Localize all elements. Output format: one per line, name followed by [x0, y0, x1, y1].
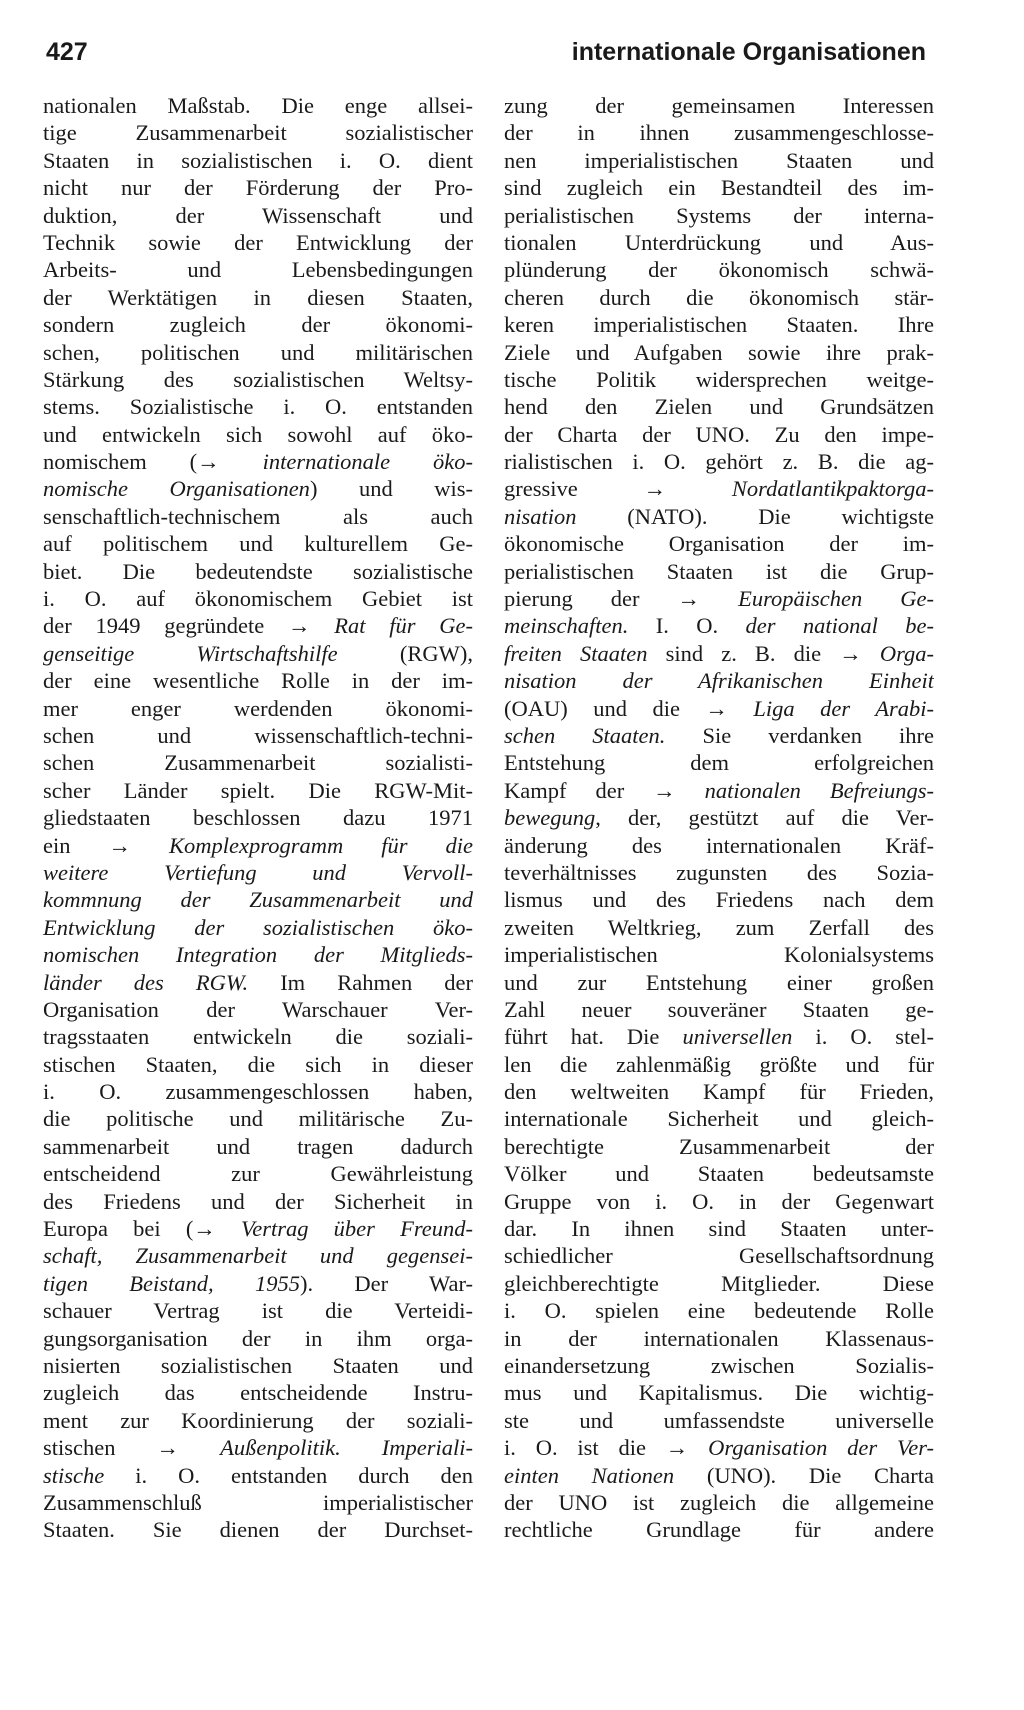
- text-segment: Arbeits- und Lebensbedingungen: [43, 257, 473, 283]
- text-segment: Europa bei (→: [43, 1216, 241, 1242]
- text-line: [504, 1516, 934, 1543]
- text-segment: stischen Staaten, die sich in dieser: [43, 1051, 473, 1077]
- text-segment: Stärkung des sozialistischen Weltsy-: [43, 366, 473, 392]
- italic-reference: Komplexprogramm für die: [169, 832, 473, 858]
- text-segment: internationale Sicherheit und gleich-: [504, 1106, 934, 1132]
- text-segment: perialistischen Staaten ist die Grup-: [504, 558, 934, 584]
- text-segment: biet. Die bedeutendste sozialistische: [43, 558, 473, 584]
- text-segment: führt hat. Die: [504, 1024, 683, 1050]
- text-line: [504, 749, 934, 776]
- text-line: [43, 393, 473, 420]
- text-line: [43, 804, 473, 831]
- text-segment: zugleich das entscheidende Instru-: [43, 1380, 473, 1406]
- text-segment: dar. In ihnen sind Staaten unter-: [504, 1216, 934, 1242]
- italic-reference: Orga-: [879, 640, 934, 666]
- text-segment: zung der gemeinsamen Interessen: [504, 93, 934, 118]
- text-segment: tige Zusammenarbeit sozialistischer: [43, 120, 473, 146]
- italic-reference: Rat für Ge-: [334, 613, 473, 639]
- text-segment: tragsstaaten entwickeln die soziali-: [43, 1024, 473, 1050]
- italic-reference: nomischen Integration der Mitglieds-: [43, 942, 473, 968]
- italic-reference: Liga der Arabi-: [753, 695, 934, 721]
- text-line: [43, 1023, 473, 1050]
- text-line: [504, 284, 934, 311]
- text-segment: ). Der War-: [299, 1270, 473, 1296]
- text-line: [43, 284, 473, 311]
- text-segment: Ziele und Aufgaben sowie ihre prak-: [504, 339, 934, 365]
- text-line: [504, 393, 934, 420]
- text-segment: , der, gestützt auf die Ver-: [595, 805, 934, 831]
- text-line: [504, 1434, 934, 1461]
- text-segment: nen imperialistischen Staaten und: [504, 147, 934, 173]
- text-segment: und zur Entstehung einer großen: [504, 969, 934, 995]
- italic-reference: nomische Organisationen: [43, 476, 310, 502]
- text-segment: Entstehung dem erfolgreichen: [504, 750, 934, 776]
- text-segment: Gruppe von i. O. in der Gegenwart: [504, 1188, 934, 1214]
- text-line: [43, 1242, 473, 1269]
- text-segment: Staaten in sozialistischen i. O. dient: [43, 147, 473, 173]
- text-segment: tische Politik widersprechen weitge-: [504, 366, 934, 392]
- text-line: [504, 695, 934, 722]
- text-segment: perialistischen Systems der interna-: [504, 202, 934, 228]
- italic-reference: Organisation der Ver-: [708, 1435, 934, 1461]
- text-line: [43, 1105, 473, 1132]
- text-segment: Zusammenschluß imperialistischer: [43, 1489, 473, 1515]
- text-line: [43, 1297, 473, 1324]
- text-segment: Technik sowie der Entwicklung der: [43, 229, 473, 255]
- text-line: [43, 1160, 473, 1187]
- text-segment: i. O. stel-: [792, 1024, 934, 1050]
- text-line: [504, 339, 934, 366]
- running-head: internationale Organisationen: [571, 38, 926, 66]
- text-line: [43, 777, 473, 804]
- text-segment: nisierten sozialistischen Staaten und: [43, 1352, 473, 1378]
- text-line: [504, 119, 934, 146]
- text-line: [504, 1242, 934, 1269]
- text-line: [504, 147, 934, 174]
- text-segment: i. O. ist die →: [504, 1435, 709, 1461]
- text-line: [43, 1379, 473, 1406]
- text-segment: Staaten. Sie dienen der Durchset-: [43, 1517, 473, 1543]
- text-segment: ) und wis-: [309, 476, 473, 502]
- text-line: [43, 1270, 473, 1297]
- italic-reference: Entwicklung der sozialistischen öko-: [43, 914, 473, 940]
- text-line: [504, 1379, 934, 1406]
- text-segment: stischen →: [43, 1435, 221, 1461]
- text-segment: schiedlicher Gesellschaftsordnung: [504, 1243, 934, 1269]
- text-line: [43, 475, 473, 502]
- text-line: [504, 832, 934, 859]
- text-line: [43, 1462, 473, 1489]
- text-line: [43, 530, 473, 557]
- text-segment: Zahl neuer souveräner Staaten ge-: [504, 996, 934, 1022]
- text-line: [43, 1352, 473, 1379]
- text-line: [43, 421, 473, 448]
- text-segment: des Friedens und der Sicherheit in: [43, 1188, 473, 1214]
- text-segment: duktion, der Wissenschaft und: [43, 202, 473, 228]
- italic-reference: stische: [43, 1462, 105, 1488]
- text-line: [504, 1462, 934, 1489]
- text-line: [43, 722, 473, 749]
- text-line: [43, 256, 473, 283]
- italic-reference: Nordatlantikpaktorga-: [731, 476, 934, 502]
- text-segment: Völker und Staaten bedeutsamste: [504, 1161, 934, 1187]
- text-line: [504, 1078, 934, 1105]
- italic-reference: Vertrag über Freund-: [241, 1216, 473, 1242]
- text-segment: gungsorganisation der in ihm orga-: [43, 1325, 473, 1351]
- text-segment: i. O. entstanden durch den: [104, 1462, 473, 1488]
- text-line: [504, 1023, 934, 1050]
- text-segment: der in ihnen zusammengeschlosse-: [504, 120, 934, 146]
- text-segment: und entwickeln sich sowohl auf öko-: [43, 421, 473, 447]
- text-line: [43, 92, 473, 119]
- text-line: [43, 1215, 473, 1242]
- text-segment: schen Zusammenarbeit sozialisti-: [43, 750, 473, 776]
- text-line: [43, 749, 473, 776]
- text-segment: stems. Sozialistische i. O. entstanden: [43, 394, 473, 420]
- text-line: [504, 421, 934, 448]
- text-line: [504, 1489, 934, 1516]
- text-line: [43, 1051, 473, 1078]
- text-segment: pierung der →: [504, 586, 739, 612]
- text-segment: in der internationalen Klassenaus-: [504, 1325, 934, 1351]
- text-segment: der Charta der UNO. Zu den impe-: [504, 421, 934, 447]
- text-line: [504, 256, 934, 283]
- text-segment: hend den Zielen und Grundsätzen: [504, 394, 934, 420]
- italic-reference: genseitige Wirtschaftshilfe: [43, 640, 338, 666]
- italic-reference: universellen: [682, 1024, 793, 1050]
- text-segment: cheren durch die ökonomisch stär-: [504, 284, 934, 310]
- text-line: [43, 503, 473, 530]
- text-segment: ökonomische Organisation der im-: [504, 531, 934, 557]
- text-line: [504, 1215, 934, 1242]
- italic-reference: schen Staaten.: [504, 722, 666, 748]
- italic-reference: kommnung der Zusammenarbeit und: [43, 887, 473, 913]
- text-line: [504, 941, 934, 968]
- text-segment: imperialistischen Kolonialsystems: [504, 942, 934, 968]
- italic-reference: → internationale öko-: [197, 449, 473, 475]
- text-segment: ein →: [43, 832, 170, 858]
- text-column-right: [504, 92, 934, 1544]
- text-line: [504, 585, 934, 612]
- text-segment: der UNO ist zugleich die allgemeine: [504, 1489, 934, 1515]
- text-segment: (UNO). Die Charta: [674, 1462, 934, 1488]
- italic-reference: der national be-: [745, 613, 934, 639]
- text-line: [504, 1188, 934, 1215]
- text-line: [504, 1325, 934, 1352]
- text-line: [504, 174, 934, 201]
- italic-reference: länder des RGW.: [43, 969, 249, 995]
- text-segment: änderung des internationalen Kräf-: [504, 832, 934, 858]
- italic-reference: weitere Vertiefung und Vervoll-: [43, 859, 473, 885]
- text-line: [504, 1105, 934, 1132]
- text-line: [43, 448, 473, 475]
- text-segment: schen und wissenschaftlich-techni-: [43, 722, 473, 748]
- text-line: [43, 941, 473, 968]
- text-line: [43, 1434, 473, 1461]
- text-line: [43, 1133, 473, 1160]
- text-line: [504, 640, 934, 667]
- text-segment: teverhältnisses zugunsten des Sozia-: [504, 859, 934, 885]
- text-segment: entscheidend zur Gewährleistung: [43, 1161, 473, 1187]
- text-segment: berechtigte Zusammenarbeit der: [504, 1133, 934, 1159]
- text-line: [504, 969, 934, 996]
- text-segment: rechtliche Grundlage für andere: [504, 1517, 934, 1543]
- text-line: [43, 695, 473, 722]
- text-line: [43, 1188, 473, 1215]
- text-segment: zweiten Weltkrieg, zum Zerfall des: [504, 914, 934, 940]
- text-line: [504, 667, 934, 694]
- text-line: [504, 777, 934, 804]
- text-line: [43, 1325, 473, 1352]
- text-line: [504, 1270, 934, 1297]
- text-segment: der Werktätigen in diesen Staaten,: [43, 284, 473, 310]
- text-segment: einandersetzung zwischen Sozialis-: [504, 1352, 934, 1378]
- text-line: [43, 311, 473, 338]
- text-line: [43, 1407, 473, 1434]
- text-line: [504, 1051, 934, 1078]
- text-line: [43, 229, 473, 256]
- text-line: [43, 585, 473, 612]
- italic-reference: bewegung: [504, 805, 596, 831]
- text-line: [43, 969, 473, 996]
- text-segment: sind z. B. die →: [647, 640, 880, 666]
- text-line: [504, 366, 934, 393]
- text-segment: i. O. zusammengeschlossen haben,: [43, 1079, 473, 1105]
- text-line: [43, 147, 473, 174]
- text-line: [504, 1297, 934, 1324]
- text-line: [43, 996, 473, 1023]
- text-line: [43, 914, 473, 941]
- text-segment: ment zur Koordinierung der soziali-: [43, 1407, 473, 1433]
- text-segment: keren imperialistischen Staaten. Ihre: [504, 312, 934, 338]
- text-segment: (OAU) und die →: [504, 695, 754, 721]
- text-segment: scher Länder spielt. Die RGW-Mit-: [43, 777, 473, 803]
- italic-reference: einten Nationen: [504, 1462, 675, 1488]
- text-line: [43, 1489, 473, 1516]
- italic-reference: Europäischen Ge-: [738, 586, 934, 612]
- text-segment: Kampf der →: [504, 777, 705, 803]
- text-line: [504, 886, 934, 913]
- text-line: [504, 530, 934, 557]
- text-line: [504, 229, 934, 256]
- text-segment: der 1949 gegründete →: [43, 613, 335, 639]
- text-line: [43, 667, 473, 694]
- text-segment: tionalen Unterdrückung und Aus-: [504, 229, 934, 255]
- text-segment: i. O. spielen eine bedeutende Rolle: [504, 1298, 934, 1324]
- text-line: [43, 558, 473, 585]
- text-segment: nationalen Maßstab. Die enge allsei-: [43, 93, 473, 118]
- italic-reference: Außenpolitik. Imperiali-: [220, 1435, 473, 1461]
- text-line: [504, 92, 934, 119]
- text-segment: sind zugleich ein Bestandteil des im-: [504, 175, 934, 201]
- text-segment: (NATO). Die wichtigste: [576, 503, 934, 529]
- text-line: [43, 202, 473, 229]
- text-segment: nicht nur der Förderung der Pro-: [43, 175, 473, 201]
- text-segment: i. O. auf ökonomischem Gebiet ist: [43, 586, 473, 612]
- text-segment: plünderung der ökonomisch schwä-: [504, 257, 934, 283]
- text-segment: lismus und des Friedens nach dem: [504, 887, 934, 913]
- text-segment: der eine wesentliche Rolle in der im-: [43, 668, 473, 694]
- text-column-left: [43, 92, 473, 1544]
- text-segment: schen, politischen und militärischen: [43, 339, 473, 365]
- text-line: [43, 1078, 473, 1105]
- text-line: [504, 722, 934, 749]
- text-line: [43, 1516, 473, 1543]
- text-line: [43, 640, 473, 667]
- text-line: [43, 859, 473, 886]
- text-line: [504, 503, 934, 530]
- text-segment: schauer Vertrag ist die Verteidi-: [43, 1298, 473, 1324]
- italic-reference: schaft, Zusammenarbeit und gegensei-: [43, 1243, 473, 1269]
- text-segment: rialistischen i. O. gehört z. B. die ag-: [504, 449, 934, 475]
- text-line: [504, 914, 934, 941]
- text-line: [504, 202, 934, 229]
- text-line: [504, 612, 934, 639]
- text-segment: sondern zugleich der ökonomi-: [43, 312, 473, 338]
- text-line: [504, 448, 934, 475]
- italic-reference: tigen Beistand, 1955: [43, 1270, 300, 1296]
- text-segment: gleichberechtigte Mitglieder. Diese: [504, 1270, 934, 1296]
- text-line: [504, 311, 934, 338]
- text-segment: gressive →: [504, 476, 732, 502]
- text-segment: (RGW),: [337, 640, 473, 666]
- text-line: [504, 1407, 934, 1434]
- italic-reference: nisation der Afrikanischen Einheit: [504, 668, 934, 694]
- text-line: [504, 804, 934, 831]
- text-segment: len die zahlenmäßig größte und für: [504, 1051, 934, 1077]
- text-segment: I. O.: [628, 613, 746, 639]
- text-segment: sammenarbeit und tragen dadurch: [43, 1133, 473, 1159]
- text-line: [504, 1133, 934, 1160]
- text-line: [43, 832, 473, 859]
- text-segment: die politische und militärische Zu-: [43, 1106, 473, 1132]
- text-line: [43, 174, 473, 201]
- page-header: [46, 38, 926, 78]
- text-segment: den weltweiten Kampf für Frieden,: [504, 1079, 934, 1105]
- text-line: [43, 339, 473, 366]
- text-segment: auf politischem und kulturellem Ge-: [43, 531, 473, 557]
- text-line: [43, 119, 473, 146]
- text-line: [504, 1352, 934, 1379]
- text-segment: senschaftlich-technischem als auch: [43, 503, 473, 529]
- italic-reference: meinschaften.: [504, 613, 629, 639]
- text-line: [43, 612, 473, 639]
- text-segment: gliedstaaten beschlossen dazu 1971: [43, 805, 473, 831]
- italic-reference: freiten Staaten: [504, 640, 648, 666]
- text-line: [504, 996, 934, 1023]
- text-segment: mer enger werdenden ökonomi-: [43, 695, 473, 721]
- italic-reference: nisation: [504, 503, 577, 529]
- text-segment: ste und umfassendste universelle: [504, 1407, 934, 1433]
- text-segment: nomischem (: [43, 449, 198, 475]
- italic-reference: nationalen Befreiungs-: [704, 777, 934, 803]
- text-line: [504, 475, 934, 502]
- text-line: [43, 366, 473, 393]
- text-segment: Sie verdanken ihre: [665, 722, 934, 748]
- text-line: [504, 558, 934, 585]
- text-segment: Im Rahmen der: [248, 969, 473, 995]
- text-segment: mus und Kapitalismus. Die wichtig-: [504, 1380, 934, 1406]
- text-segment: Organisation der Warschauer Ver-: [43, 996, 473, 1022]
- text-line: [43, 886, 473, 913]
- page-number: 427: [46, 38, 88, 66]
- text-line: [504, 859, 934, 886]
- text-line: [504, 1160, 934, 1187]
